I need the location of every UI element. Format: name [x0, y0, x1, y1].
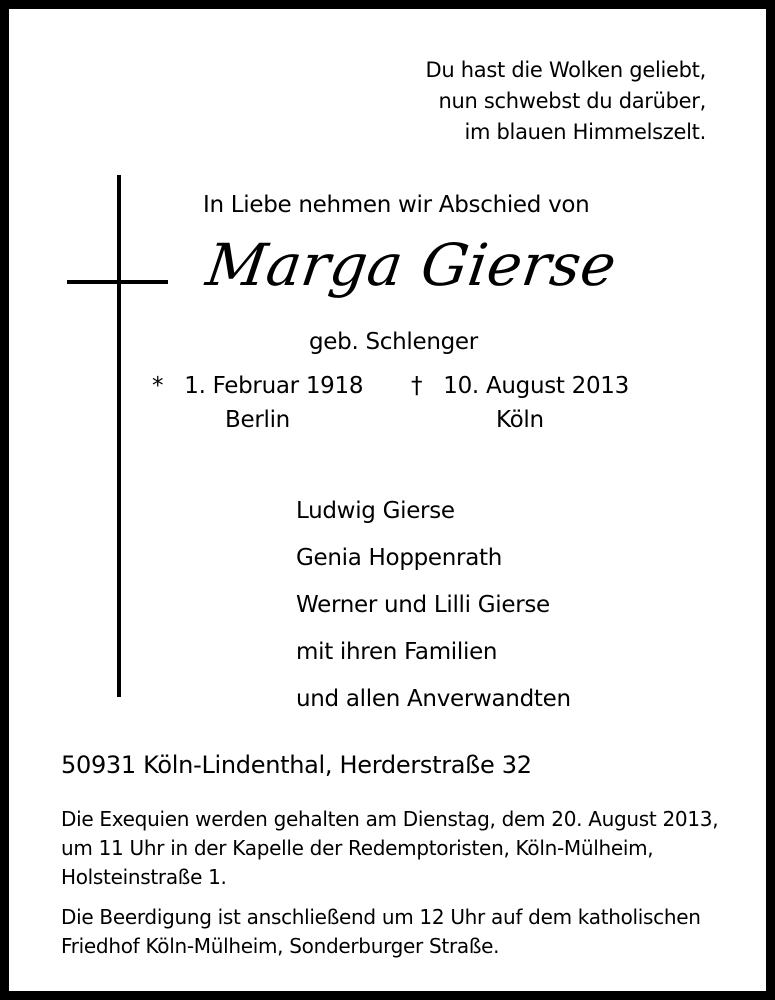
- service-line: Die Exequien werden gehalten am Dienstag, dem 20. August 2013,: [61, 807, 719, 831]
- mourner: Werner und Lilli Gierse: [296, 592, 550, 618]
- death-place: Köln: [496, 407, 544, 433]
- service-info: [61, 805, 718, 892]
- intro-text: In Liebe nehmen wir Abschied von: [203, 192, 590, 218]
- death-info: [411, 373, 629, 399]
- mourner: Ludwig Gierse: [296, 498, 455, 524]
- mourner: mit ihren Familien: [296, 639, 498, 665]
- poem: [426, 55, 706, 148]
- maiden-name: geb. Schlenger: [309, 329, 478, 355]
- cross-icon-crossbar: [67, 280, 168, 284]
- service-line: Holsteinstraße 1.: [61, 865, 227, 889]
- burial-info: [61, 903, 701, 961]
- birth-place: Berlin: [225, 407, 290, 433]
- death-date: 10. August 2013: [443, 373, 629, 399]
- birth-symbol-icon: *: [152, 373, 164, 399]
- mourner: und allen Anverwandten: [296, 686, 571, 712]
- death-symbol-icon: †: [411, 373, 423, 399]
- burial-line: Friedhof Köln-Mülheim, Sonderburger Straße.: [61, 934, 500, 958]
- deceased-name: Marga Gierse: [202, 231, 621, 299]
- burial-line: Die Beerdigung ist anschließend um 12 Uhr auf dem katholischen: [61, 905, 701, 929]
- birth-date: 1. Februar 1918: [184, 373, 364, 399]
- poem-line: im blauen Himmelszelt.: [464, 120, 706, 144]
- cross-icon: [117, 175, 121, 697]
- service-line: um 11 Uhr in der Kapelle der Redemptoristen, Köln-Mülheim,: [61, 836, 654, 860]
- mourner: Genia Hoppenrath: [296, 545, 502, 571]
- address: 50931 Köln-Lindenthal, Herderstraße 32: [61, 751, 532, 779]
- poem-line: Du hast die Wolken geliebt,: [425, 58, 706, 82]
- mourners-list: [296, 488, 571, 723]
- birth-info: [152, 373, 363, 399]
- poem-line: nun schwebst du darüber,: [438, 89, 706, 113]
